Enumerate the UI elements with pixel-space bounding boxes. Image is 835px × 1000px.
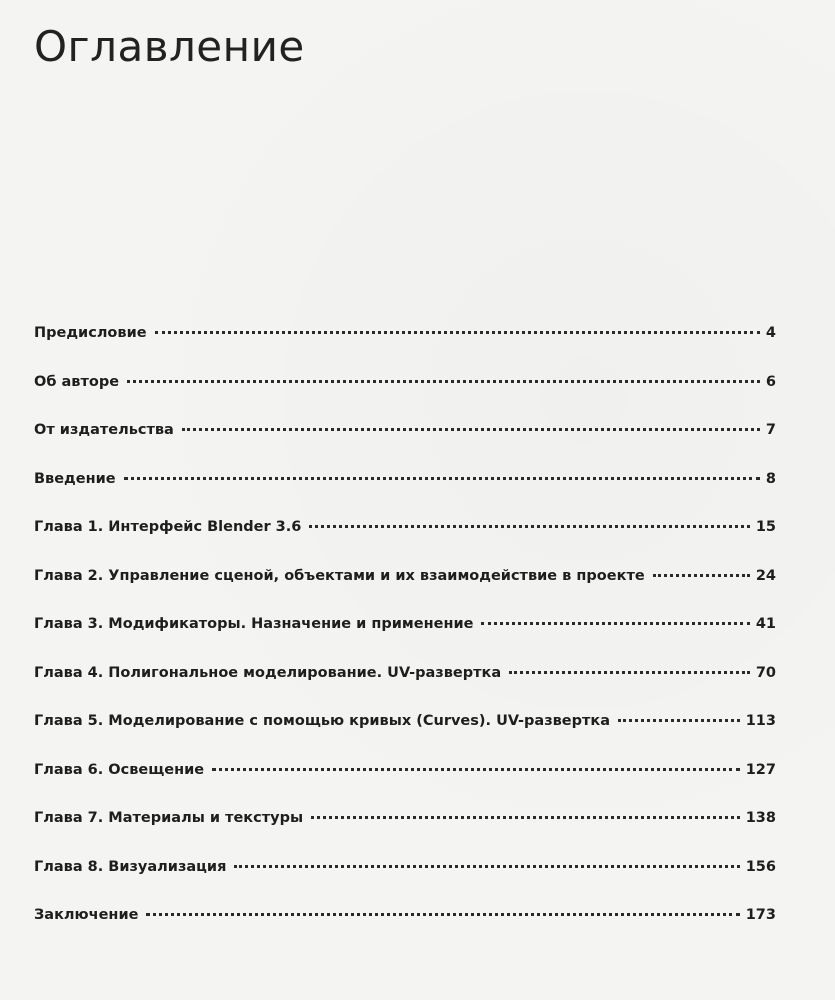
toc-entry-page: 15 bbox=[755, 519, 776, 535]
toc-entry-title: Заключение bbox=[34, 907, 139, 923]
toc-entry-title: Глава 5. Моделирование с помощью кривых (Curves). UV-развертка bbox=[34, 713, 611, 729]
toc-entry-title: Глава 4. Полигональное моделирование. UV-развертка bbox=[34, 664, 502, 681]
toc-entry-page: 6 bbox=[765, 373, 776, 390]
toc-entry-title: Глава 1. Интерфейс Blender 3.6 bbox=[34, 519, 302, 535]
dot-leader bbox=[146, 913, 739, 916]
toc-entry-title: Предисловие bbox=[34, 325, 147, 341]
toc-entry-chapter-5 bbox=[34, 713, 776, 762]
toc-entry-page: 156 bbox=[745, 858, 776, 875]
toc-entry-title: Глава 6. Освещение bbox=[34, 761, 205, 778]
toc-entry-page: 41 bbox=[755, 616, 776, 632]
toc-entry-chapter-7 bbox=[34, 810, 776, 859]
toc-entry-title: Об авторе bbox=[34, 373, 120, 390]
dot-leader bbox=[653, 574, 750, 577]
toc-entry-chapter-4 bbox=[34, 665, 776, 714]
toc-entry-page: 138 bbox=[745, 810, 776, 826]
toc-entry-page: 8 bbox=[765, 470, 776, 487]
toc-entry-title: Глава 8. Визуализация bbox=[34, 858, 227, 875]
toc-entry-chapter-8 bbox=[34, 859, 776, 908]
toc-entry-page: 70 bbox=[755, 664, 776, 681]
dot-leader bbox=[212, 768, 740, 771]
toc-entry-chapter-2 bbox=[34, 568, 776, 617]
toc-entry-conclusion bbox=[34, 907, 776, 956]
toc-entry-title: От издательства bbox=[34, 422, 174, 438]
dot-leader bbox=[309, 525, 749, 528]
toc-entry-page: 113 bbox=[745, 713, 776, 729]
toc-entry-page: 127 bbox=[745, 761, 776, 778]
dot-leader bbox=[509, 671, 750, 674]
toc-entry-chapter-6 bbox=[34, 762, 776, 811]
dot-leader bbox=[234, 865, 739, 868]
page-title: Оглавление bbox=[34, 22, 305, 71]
toc-entry-title: Глава 3. Модификаторы. Назначение и применение bbox=[34, 616, 474, 632]
dot-leader bbox=[155, 331, 760, 334]
toc-entry-about-author bbox=[34, 374, 776, 423]
toc-entry-page: 7 bbox=[765, 422, 776, 438]
toc-entry-introduction bbox=[34, 471, 776, 520]
dot-leader bbox=[182, 428, 760, 431]
toc-entry-page: 173 bbox=[745, 907, 776, 923]
toc-entry-publisher bbox=[34, 422, 776, 471]
dot-leader bbox=[481, 622, 749, 625]
dot-leader bbox=[127, 380, 760, 383]
toc-entry-preface bbox=[34, 325, 776, 374]
toc-entry-title: Глава 7. Материалы и текстуры bbox=[34, 810, 304, 826]
toc-entry-page: 24 bbox=[755, 567, 776, 584]
toc-entry-page: 4 bbox=[765, 325, 776, 341]
dot-leader bbox=[311, 816, 740, 819]
dot-leader bbox=[124, 477, 760, 480]
toc-entry-title: Глава 2. Управление сценой, объектами и их взаимодействие в проекте bbox=[34, 567, 645, 584]
toc-entry-title: Введение bbox=[34, 470, 116, 487]
toc-entry-chapter-3 bbox=[34, 616, 776, 665]
dot-leader bbox=[618, 719, 740, 722]
table-of-contents bbox=[34, 325, 776, 956]
toc-entry-chapter-1 bbox=[34, 519, 776, 568]
